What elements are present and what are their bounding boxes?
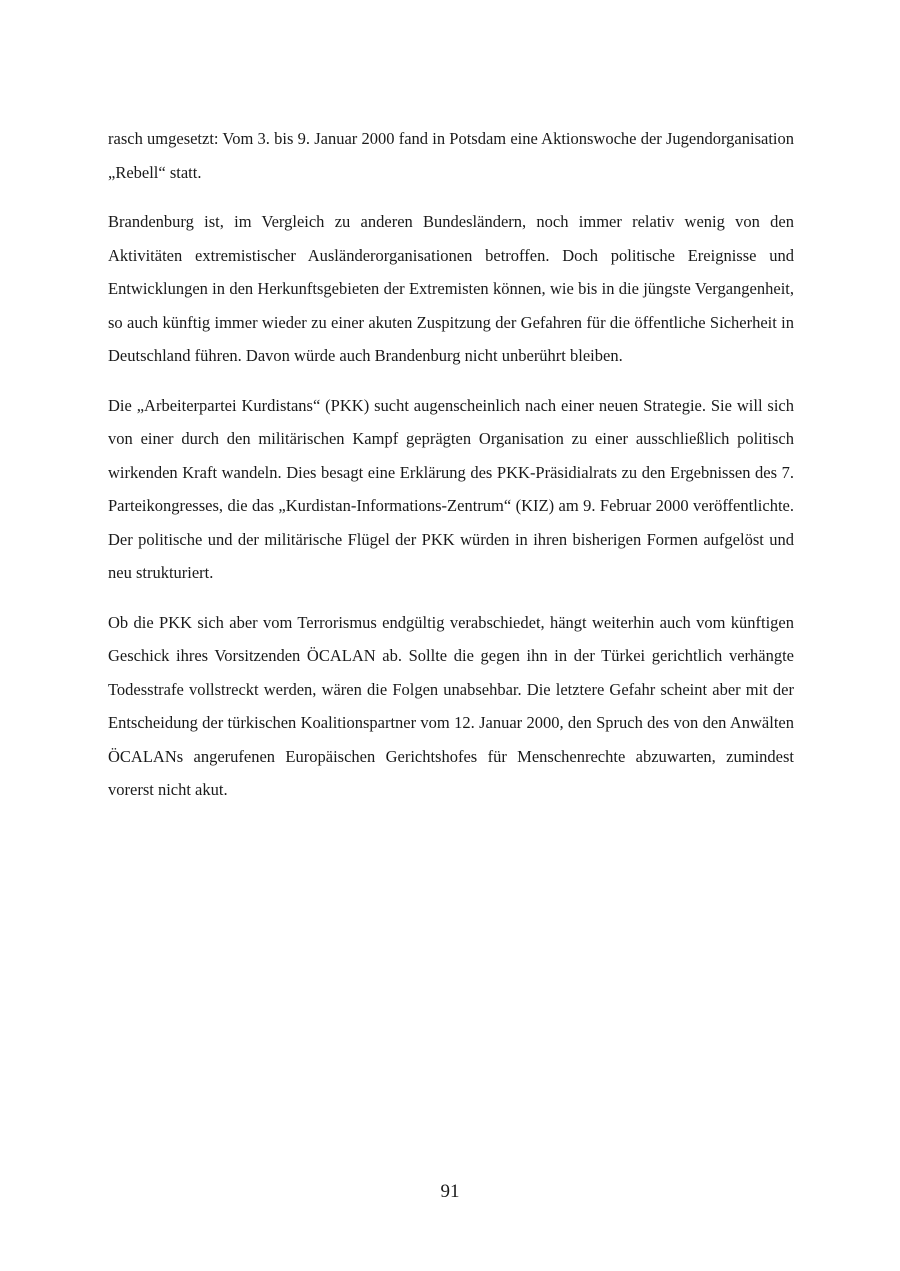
paragraph: rasch umgesetzt: Vom 3. bis 9. Januar 2000 fand in Potsdam eine Aktionswoche der Jugendorganisation „Rebell“ statt. xyxy=(108,129,794,182)
paragraph: Die „Arbeiterpartei Kurdistans“ (PKK) sucht augenscheinlich nach einer neuen Strategie. Sie will sich von einer durch den militärischen Kampf geprägten Organisation zu einer ausschließlich politisch wirkenden Kraft wandeln. Dies besagt eine Erklärung des PKK-Präsidialrats zu den Ergebnissen des 7. Parteikongresses, die das „Kurdistan-Informations-Zentrum“ (KIZ) am 9. Februar 2000 veröffentlichte. Der politische und der militärische Flügel der PKK würden in ihren bisherigen Formen aufgelöst und neu strukturiert. xyxy=(108,395,794,582)
body-text xyxy=(108,122,794,823)
paragraph: Brandenburg ist, im Vergleich zu anderen Bundesländern, noch immer relativ wenig von den Aktivitäten extremistischer Ausländerorganisationen betroffen. Doch politische Ereignisse und Entwicklungen in den Herkunftsgebieten der Extremisten können, wie bis in die jüngste Vergangenheit, so auch künftig immer wieder zu einer akuten Zuspitzung der Gefahren für die öffentliche Sicherheit in Deutschland führen. Davon würde auch Brandenburg nicht unberührt bleiben. xyxy=(108,212,794,365)
page-number: 91 xyxy=(440,1181,460,1202)
paragraph: Ob die PKK sich aber vom Terrorismus endgültig verabschiedet, hängt weiterhin auch vom künftigen Geschick ihres Vorsitzenden ÖCALAN ab. Sollte die gegen ihn in der Türkei gerichtlich verhängte Todesstrafe vollstreckt werden, wären die Folgen unabsehbar. Die letztere Gefahr scheint aber mit der Entscheidung der türkischen Koalitionspartner vom 12. Januar 2000, den Spruch des von den Anwälten ÖCALANs angerufenen Europäischen Gerichtshofes für Menschenrechte abzuwarten, zumindest vorerst nicht akut. xyxy=(108,612,794,799)
